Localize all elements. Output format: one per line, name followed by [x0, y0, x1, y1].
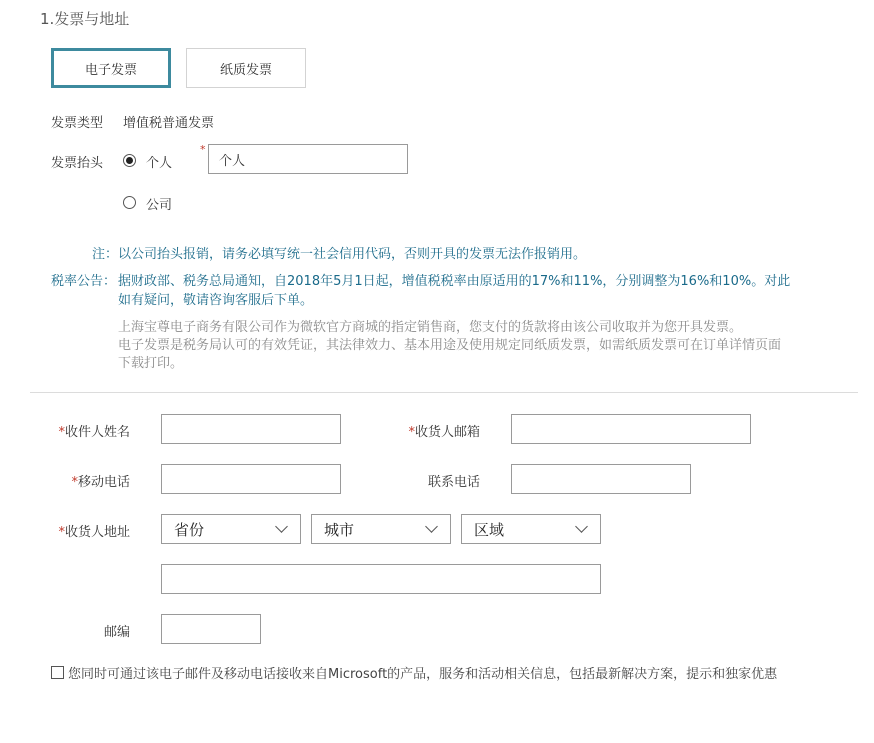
tax-notice-label: 税率公告： [51, 274, 117, 289]
chevron-down-icon [275, 520, 288, 533]
district-select-value: 区域 [474, 520, 505, 539]
section-title: 1.发票与地址 [40, 10, 130, 28]
address-label: *收货人地址 [58, 525, 130, 540]
required-mark: * [200, 143, 206, 156]
phone-input[interactable] [511, 464, 691, 494]
seller-info-line-2: 电子发票是税务局认可的有效凭证，其法律效力、基本用途及使用规定同纸质发票，如需纸质发票可在订单详情页面 [118, 338, 782, 353]
consent-checkbox[interactable] [51, 666, 64, 679]
recipient-name-label: *收件人姓名 [58, 425, 130, 440]
phone-label: 联系电话 [427, 475, 480, 490]
invoice-header-label: 发票抬头 [51, 156, 104, 171]
radio-personal[interactable] [123, 154, 136, 167]
city-select[interactable] [311, 514, 451, 544]
mobile-input[interactable] [161, 464, 341, 494]
invoice-header-input[interactable] [208, 144, 408, 174]
city-select-value: 城市 [324, 520, 355, 539]
consent-text: 您同时可通过该电子邮件及移动电话接收来自Microsoft的产品，服务和活动相关信息，包括最新解决方案，提示和独家优惠 [68, 667, 778, 682]
tab-electronic-invoice[interactable]: 电子发票 [51, 48, 171, 88]
note-label: 注： [92, 247, 119, 262]
seller-info-line-1: 上海宝尊电子商务有限公司作为微软官方商城的指定销售商，您支付的货款将由该公司收取并为您开具发票。 [118, 320, 743, 335]
tax-notice-line-2: 如有疑问，敬请咨询客服后下单。 [118, 293, 314, 308]
mobile-label: *移动电话 [71, 475, 130, 490]
tab-paper-invoice[interactable]: 纸质发票 [186, 48, 306, 88]
section-divider [30, 392, 858, 393]
postcode-label: 邮编 [103, 625, 130, 640]
province-select-value: 省份 [174, 520, 205, 539]
radio-personal-label: 个人 [146, 156, 173, 171]
invoice-type-label: 发票类型 [51, 116, 104, 131]
note-text: 以公司抬头报销，请务必填写统一社会信用代码，否则开具的发票无法作报销用。 [118, 247, 587, 262]
seller-info-line-3: 下载打印。 [118, 356, 184, 371]
recipient-email-input[interactable] [511, 414, 751, 444]
tax-notice-line-1: 据财政部、税务总局通知，自2018年5月1日起，增值税税率由原适用的17%和11%，分别调整为16%和10%。对此 [118, 274, 791, 289]
district-select[interactable] [461, 514, 601, 544]
radio-company[interactable] [123, 196, 136, 209]
invoice-type-value: 增值税普通发票 [123, 116, 215, 131]
postcode-input[interactable] [161, 614, 261, 644]
province-select[interactable] [161, 514, 301, 544]
address-detail-input[interactable] [161, 564, 601, 594]
chevron-down-icon [425, 520, 438, 533]
chevron-down-icon [575, 520, 588, 533]
recipient-name-input[interactable] [161, 414, 341, 444]
recipient-email-label: *收货人邮箱 [408, 425, 480, 440]
radio-company-label: 公司 [146, 198, 173, 213]
